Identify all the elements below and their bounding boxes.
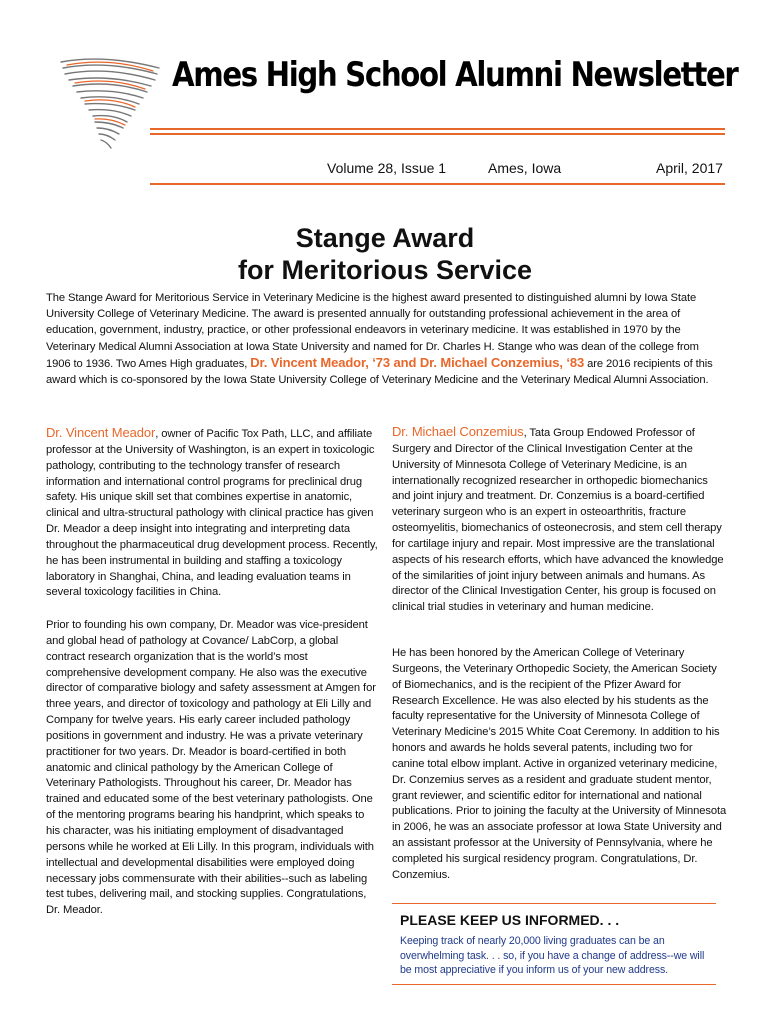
conzemius-honors-paragraph: He has been honored by the American College of Veterinary Surgeons, the Veterinary Orthopedic Society, the American Society of Biomechanics, and is the recipient of the Pfizer Award for Research Excellence. He was also elected by his students as the faculty representative for the University of Minnesota College of Veterinary Medicine’s 2015 White Coat Ceremony. In addition to his honors and awards he holds several patents, including two for canine total elbow implant. Active in organized veterinary medicine, Dr. Conzemius serves as a resident and graduate student mentor, grant reviewer, and scientific editor for international and national publications. Prior to joining the faculty at the University of Minnesota in 2006, he was an associate professor at Iowa State University and an assistant professor at the University of Pennsylvania, where he completed his surgical residency program. Congratulations, Dr. Conzemius. <box>392 647 727 881</box>
keep-us-informed-box <box>392 903 716 985</box>
issue-location: Ames, Iowa <box>488 160 562 176</box>
article-headline-line1: Stange Award <box>295 223 475 253</box>
conzemius-bio-paragraph <box>392 424 727 616</box>
intro-honorees-highlight: Dr. Vincent Meador, ‘73 and Dr. Michael Conzemius, ‘83 <box>250 354 585 370</box>
issue-date: April, 2017 <box>656 160 723 176</box>
right-column <box>392 424 727 616</box>
meador-bio-text: , owner of Pacific Tox Path, LLC, and affiliate professor at the University of Washington, is an expert in toxicologic pathology, contributing to the technology transfer of research information and international control programs for preclinical drug safety. His unique skill set that combines expertise in anatomic, clinical and ultra-structural pathology with clinical practice has given Dr. Meador a deep insight into integrating and interpreting data throughout the pharmaceutical drug development process. Recently, he has been instrumental in building and staffing a toxicology laboratory in Shanghai, China, and leading evaluation teams in several toxicology facilities in China. <box>46 428 378 599</box>
keep-us-informed-title: PLEASE KEEP US INFORMED. . . <box>400 912 620 928</box>
left-column <box>46 425 380 601</box>
title-rule-bottom <box>150 133 725 135</box>
newsletter-title: Ames High School Alumni Newsletter <box>172 55 738 95</box>
article-headline-line2: for Meritorious Service <box>237 255 533 285</box>
masthead-divider <box>150 183 725 185</box>
keep-us-informed-text: Keeping track of nearly 20,000 living graduates can be an overwhelming task. . . so, if you have a change of address--we will be most appreciative if you inform us of your new address. <box>400 935 705 977</box>
conzemius-bio-text: , Tata Group Endowed Professor of Surgery and Director of the Clinical Investigation Center at the University of Minnesota College of Veterinary Medicine, is an internationally recognized researcher in orthopedic biomechanics and joint injury and treatment. Dr. Conzemius is a board-certified veterinary surgeon who is an expert in osteoarthritis, fracture osteomyelitis, biomechanics of osteonecrosis, and stem cell therapy for cartilage injury and repair. Most impressive are the translational aspects of his research efforts, which have advanced the knowledge of the similarities of joint injury between animals and humans. As director of the Clinical Investigation Center, his group is focused on clinical trial studies in veterinary and human medicine. <box>392 427 724 614</box>
intro-text-end: are 2016 recipients of this award which is co-sponsored by the Iowa State University College of Veterinary Medicine and the Veterinary Medical Alumni Association. <box>46 357 713 387</box>
title-rule-top <box>150 128 725 130</box>
intro-text-start: The Stange Award for Meritorious Service in Veterinary Medicine is the highest award presented to distinguished alumni by Iowa State University College of Veterinary Medicine. The award is presented annually for outstanding professional achievement in the area of education, government, industry, practice, or other professional endeavors in veterinary medicine. It was established in 1970 by the Veterinary Medical Alumni Association at Iowa State University and named for Dr. Charles H. Stange who was dean of the college from 1906 to 1936. Two Ames High graduates, <box>46 292 699 370</box>
article-intro <box>46 290 726 388</box>
meador-name: Dr. Vincent Meador <box>46 425 156 440</box>
tornado-logo-icon <box>55 52 167 162</box>
issue-volume: Volume 28, Issue 1 <box>327 160 447 176</box>
conzemius-name: Dr. Michael Conzemius <box>392 424 524 439</box>
meador-bio-paragraph <box>46 425 380 601</box>
meador-career-paragraph: Prior to founding his own company, Dr. Meador was vice-president and global head of pathology at Covance/ LabCorp, a global contract research organization that is the world’s most comprehensive development company. He also was the executive director of comparative biology and safety assessment at Amgen for three years, and director of toxicology and pathology at Eli Lilly and Company for twelve years. His early career included pathology positions in government and industry. He was a private veterinary practitioner for two years. Dr. Meador is board-certified in both anatomic and clinical pathology by the American College of Veterinary Pathologists. Throughout his career, Dr. Meador has trained and educated some of the best veterinary pathologists. One of the mentoring programs bearing his handprint, which speaks to his character, was his initiating employment of disadvantaged persons while he worked at Eli Lilly. In this program, individuals with intellectual and developmental disabilities were employed doing necessary jobs commensurate with their abilities--such as labeling test tubes, delivering mail, and stocking supplies. Congratulations, Dr. Meador. <box>46 619 376 917</box>
